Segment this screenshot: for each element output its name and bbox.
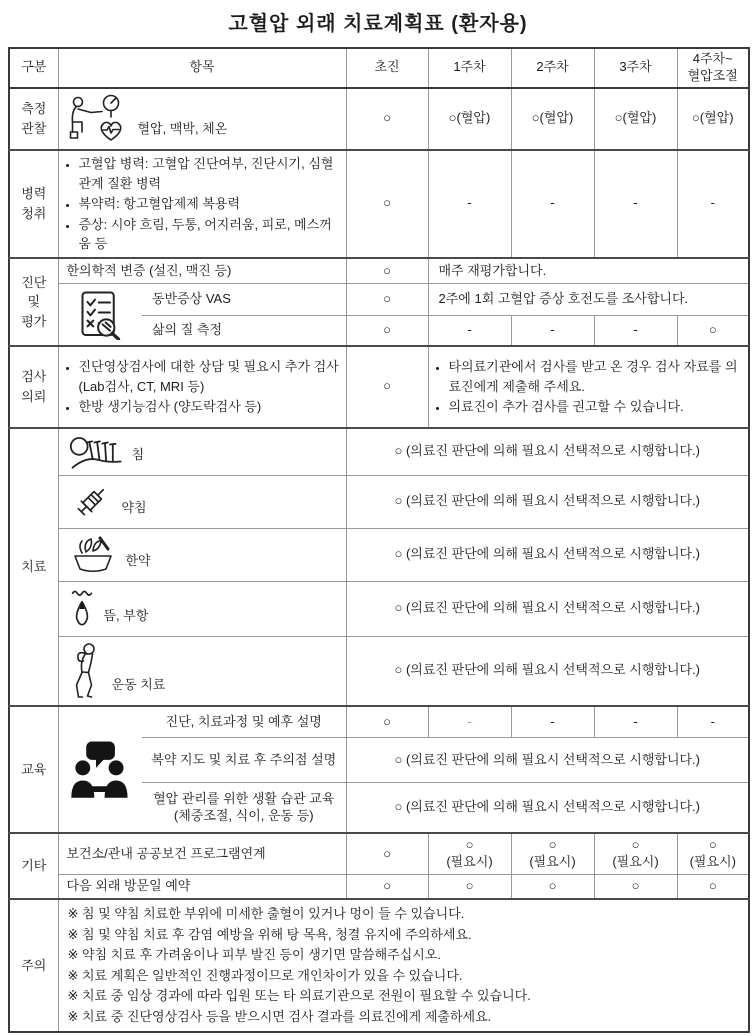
- treatment-row-pharmacopuncture: [9, 475, 749, 528]
- history-item-cell: [58, 150, 346, 258]
- referral-note: • 의료진이 추가 검사를 권고할 수 있습니다.: [448, 397, 745, 417]
- section-label-measurement: 측정 관찰: [9, 88, 58, 150]
- header-week1: 1주차: [428, 48, 511, 88]
- etc-public-health-item: 보건소/관내 공공보건 프로그램연계: [58, 833, 346, 875]
- section-label-history: 병력 청취: [9, 150, 58, 258]
- education-icon-cell: [58, 706, 142, 833]
- pharmacopuncture-syringe-icon: [68, 481, 114, 523]
- treatment-row-herbal: [9, 528, 749, 581]
- treatment-row-moxibustion: [9, 581, 749, 636]
- education-explain-week4-cell: -: [677, 706, 749, 738]
- section-label-referral: 검사 의뢰: [9, 346, 58, 428]
- history-week1-cell: -: [428, 150, 511, 258]
- education-explain-week1-cell: -: [428, 706, 511, 738]
- section-label-diagnosis: 진단 및 평가: [9, 258, 58, 346]
- caution-notes-cell: [58, 899, 749, 1032]
- diagnosis-qol-week4-cell: ○: [677, 316, 749, 346]
- referral-row: [9, 346, 749, 428]
- section-label-caution: 주의: [9, 899, 58, 1032]
- etc-next-visit-week1-cell: ○: [428, 875, 511, 899]
- history-week2-cell: -: [511, 150, 594, 258]
- caution-note: ※ 침 및 약침 치료 후 감염 예방을 위해 탕 목욕, 청결 유지에 주의하세요.: [67, 926, 472, 942]
- treatment-herbal-item: [58, 528, 346, 581]
- header-week2: 2주차: [511, 48, 594, 88]
- etc-next-visit-item: 다음 외래 방문일 예약: [58, 875, 346, 899]
- etc-next-visit-week2-cell: ○: [511, 875, 594, 899]
- treatment-row-exercise: [9, 636, 749, 706]
- education-lifestyle-item: 혈압 관리를 위한 생활 습관 교육 (체중조절, 식이, 운동 등): [142, 783, 346, 833]
- treatment-acupuncture-label: 침: [131, 446, 145, 462]
- caution-note: ※ 치료 중 진단영상검사 등을 받으시면 검사 결과를 의료진에게 제출하세요.: [67, 1008, 492, 1024]
- referral-bullet: • 한방 생기능검사 (양도락검사 등): [78, 397, 342, 417]
- referral-note: • 타의료기관에서 검사를 받고 온 경우 검사 자료를 의료진에게 제출해 주세요.: [448, 357, 745, 396]
- education-medication-item: 복약 지도 및 치료 후 주의점 설명: [142, 738, 346, 783]
- diagnosis-qol-week3-cell: -: [594, 316, 677, 346]
- education-lifestyle-note: ○ (의료진 판단에 의해 필요시 선택적으로 시행합니다.): [346, 783, 749, 833]
- history-bullet: • 고혈압 병력: 고혈압 진단여부, 진단시기, 심혈관계 질환 병력: [78, 154, 342, 193]
- etc-public-health-week3-cell: ○ (필요시): [594, 833, 677, 875]
- education-explain-week2-cell: -: [511, 706, 594, 738]
- treatment-herbal-note: ○ (의료진 판단에 의해 필요시 선택적으로 시행합니다.): [346, 528, 749, 581]
- caution-note: ※ 침 및 약침 치료한 부위에 미세한 출혈이 있거나 멍이 들 수 있습니다.: [67, 906, 465, 922]
- header-week3: 3주차: [594, 48, 677, 88]
- referral-bullet: • 진단영상검사에 대한 상담 및 필요시 추가 검사 (Lab검사, CT, MRI 등): [78, 357, 342, 396]
- etc-public-health-week2-cell: ○ (필요시): [511, 833, 594, 875]
- education-explain-first-visit-cell: ○: [346, 706, 428, 738]
- treatment-row-acupuncture: [9, 428, 749, 476]
- education-medication-note: ○ (의료진 판단에 의해 필요시 선택적으로 시행합니다.): [346, 738, 749, 783]
- diagnosis-icon-cell: [58, 284, 142, 346]
- treatment-moxibustion-item: [58, 581, 346, 636]
- history-first-visit-cell: ○: [346, 150, 428, 258]
- measurement-item-cell: [58, 88, 346, 150]
- referral-notes-cell: [428, 346, 749, 428]
- treatment-plan-table: [8, 47, 750, 1033]
- caution-row: [9, 899, 749, 1032]
- section-label-etc: 기타: [9, 833, 58, 899]
- header-item: 항목: [58, 48, 346, 88]
- treatment-acupuncture-note: ○ (의료진 판단에 의해 필요시 선택적으로 시행합니다.): [346, 428, 749, 476]
- section-label-treatment: 치료: [9, 428, 58, 706]
- page-title: 고혈압 외래 치료계획표 (환자용): [228, 13, 528, 35]
- history-bullet: • 복약력: 항고혈압제제 복용력: [78, 194, 342, 214]
- etc-row-next-visit: [9, 875, 749, 899]
- etc-next-visit-first-visit-cell: ○: [346, 875, 428, 899]
- measurement-week1-cell: ○(혈압): [428, 88, 511, 150]
- diagnosis-vas-first-visit-cell: ○: [346, 284, 428, 316]
- exercise-therapy-icon: [68, 642, 104, 700]
- treatment-pharmacopuncture-item: [58, 475, 346, 528]
- caution-note: ※ 치료 중 임상 경과에 따라 입원 또는 타 의료기관으로 전원이 필요할 수 있습니다.: [67, 988, 531, 1004]
- treatment-pharmacopuncture-note: ○ (의료진 판단에 의해 필요시 선택적으로 시행합니다.): [346, 475, 749, 528]
- measurement-week3-cell: ○(혈압): [594, 88, 677, 150]
- referral-first-visit-cell: ○: [346, 346, 428, 428]
- header-week4-bp-control: 4주차~ 혈압조절: [677, 48, 749, 88]
- diagnosis-vas-item: 동반증상 VAS: [142, 284, 346, 316]
- caution-note: ※ 약침 치료 후 가려움이나 피부 발진 등이 생기면 말씀해주십시오.: [67, 947, 442, 963]
- diagnosis-qol-first-visit-cell: ○: [346, 316, 428, 346]
- etc-public-health-week1-cell: ○ (필요시): [428, 833, 511, 875]
- measurement-row: [9, 88, 749, 150]
- diagnosis-row-pattern: [9, 258, 749, 284]
- history-week3-cell: -: [594, 150, 677, 258]
- caution-note: ※ 치료 계획은 일반적인 진행과정이므로 개인차이가 있을 수 있습니다.: [67, 967, 463, 983]
- header-category: 구분: [9, 48, 58, 88]
- diagnosis-qol-item: 삶의 질 측정: [142, 316, 346, 346]
- measurement-first-visit-cell: ○: [346, 88, 428, 150]
- history-row: [9, 150, 749, 258]
- education-row-explain: [9, 706, 749, 738]
- etc-next-visit-week4-cell: ○: [677, 875, 749, 899]
- diagnosis-pattern-first-visit-cell: ○: [346, 258, 428, 284]
- history-week4-cell: -: [677, 150, 749, 258]
- treatment-acupuncture-item: [58, 428, 346, 476]
- diagnosis-pattern-item: 한의학적 변증 (설진, 맥진 등): [58, 258, 346, 284]
- treatment-exercise-label: 운동 치료: [111, 676, 166, 692]
- education-explain-week3-cell: -: [594, 706, 677, 738]
- etc-next-visit-week3-cell: ○: [594, 875, 677, 899]
- diagnosis-qol-week2-cell: -: [511, 316, 594, 346]
- table-header-row: [9, 48, 749, 88]
- diagnosis-pattern-note: 매주 재평가합니다.: [428, 258, 749, 284]
- treatment-moxibustion-label: 뜸, 부항: [103, 607, 149, 623]
- measurement-item-label: 혈압, 맥박, 체온: [137, 120, 228, 136]
- etc-public-health-week4-cell: ○ (필요시): [677, 833, 749, 875]
- measurement-week2-cell: ○(혈압): [511, 88, 594, 150]
- diagnosis-vas-note: 2주에 1회 고혈압 증상 호전도를 조사합니다.: [428, 284, 749, 316]
- referral-item-cell: [58, 346, 346, 428]
- herbal-medicine-bowl-icon: [68, 534, 118, 576]
- vitals-measurement-icon: [68, 94, 130, 144]
- counseling-people-icon: [63, 740, 139, 798]
- treatment-herbal-label: 한약: [125, 552, 151, 568]
- treatment-moxibustion-note: ○ (의료진 판단에 의해 필요시 선택적으로 시행합니다.): [346, 581, 749, 636]
- checklist-magnifier-icon: [63, 290, 139, 340]
- acupuncture-icon: [68, 434, 124, 470]
- treatment-exercise-note: ○ (의료진 판단에 의해 필요시 선택적으로 시행합니다.): [346, 636, 749, 706]
- treatment-pharmacopuncture-label: 약침: [121, 499, 147, 515]
- etc-public-health-first-visit-cell: ○: [346, 833, 428, 875]
- diagnosis-qol-week1-cell: -: [428, 316, 511, 346]
- etc-row-public-health: [9, 833, 749, 875]
- history-bullet: • 증상: 시야 흐림, 두통, 어지러움, 피로, 메스꺼움 등: [78, 215, 342, 254]
- measurement-week4-cell: ○(혈압): [677, 88, 749, 150]
- diagnosis-row-vas: [9, 284, 749, 316]
- section-label-education: 교육: [9, 706, 58, 833]
- education-explain-item: 진단, 치료과정 및 예후 설명: [142, 706, 346, 738]
- header-first-visit: 초진: [346, 48, 428, 88]
- treatment-exercise-item: [58, 636, 346, 706]
- moxibustion-cupping-icon: [68, 587, 96, 631]
